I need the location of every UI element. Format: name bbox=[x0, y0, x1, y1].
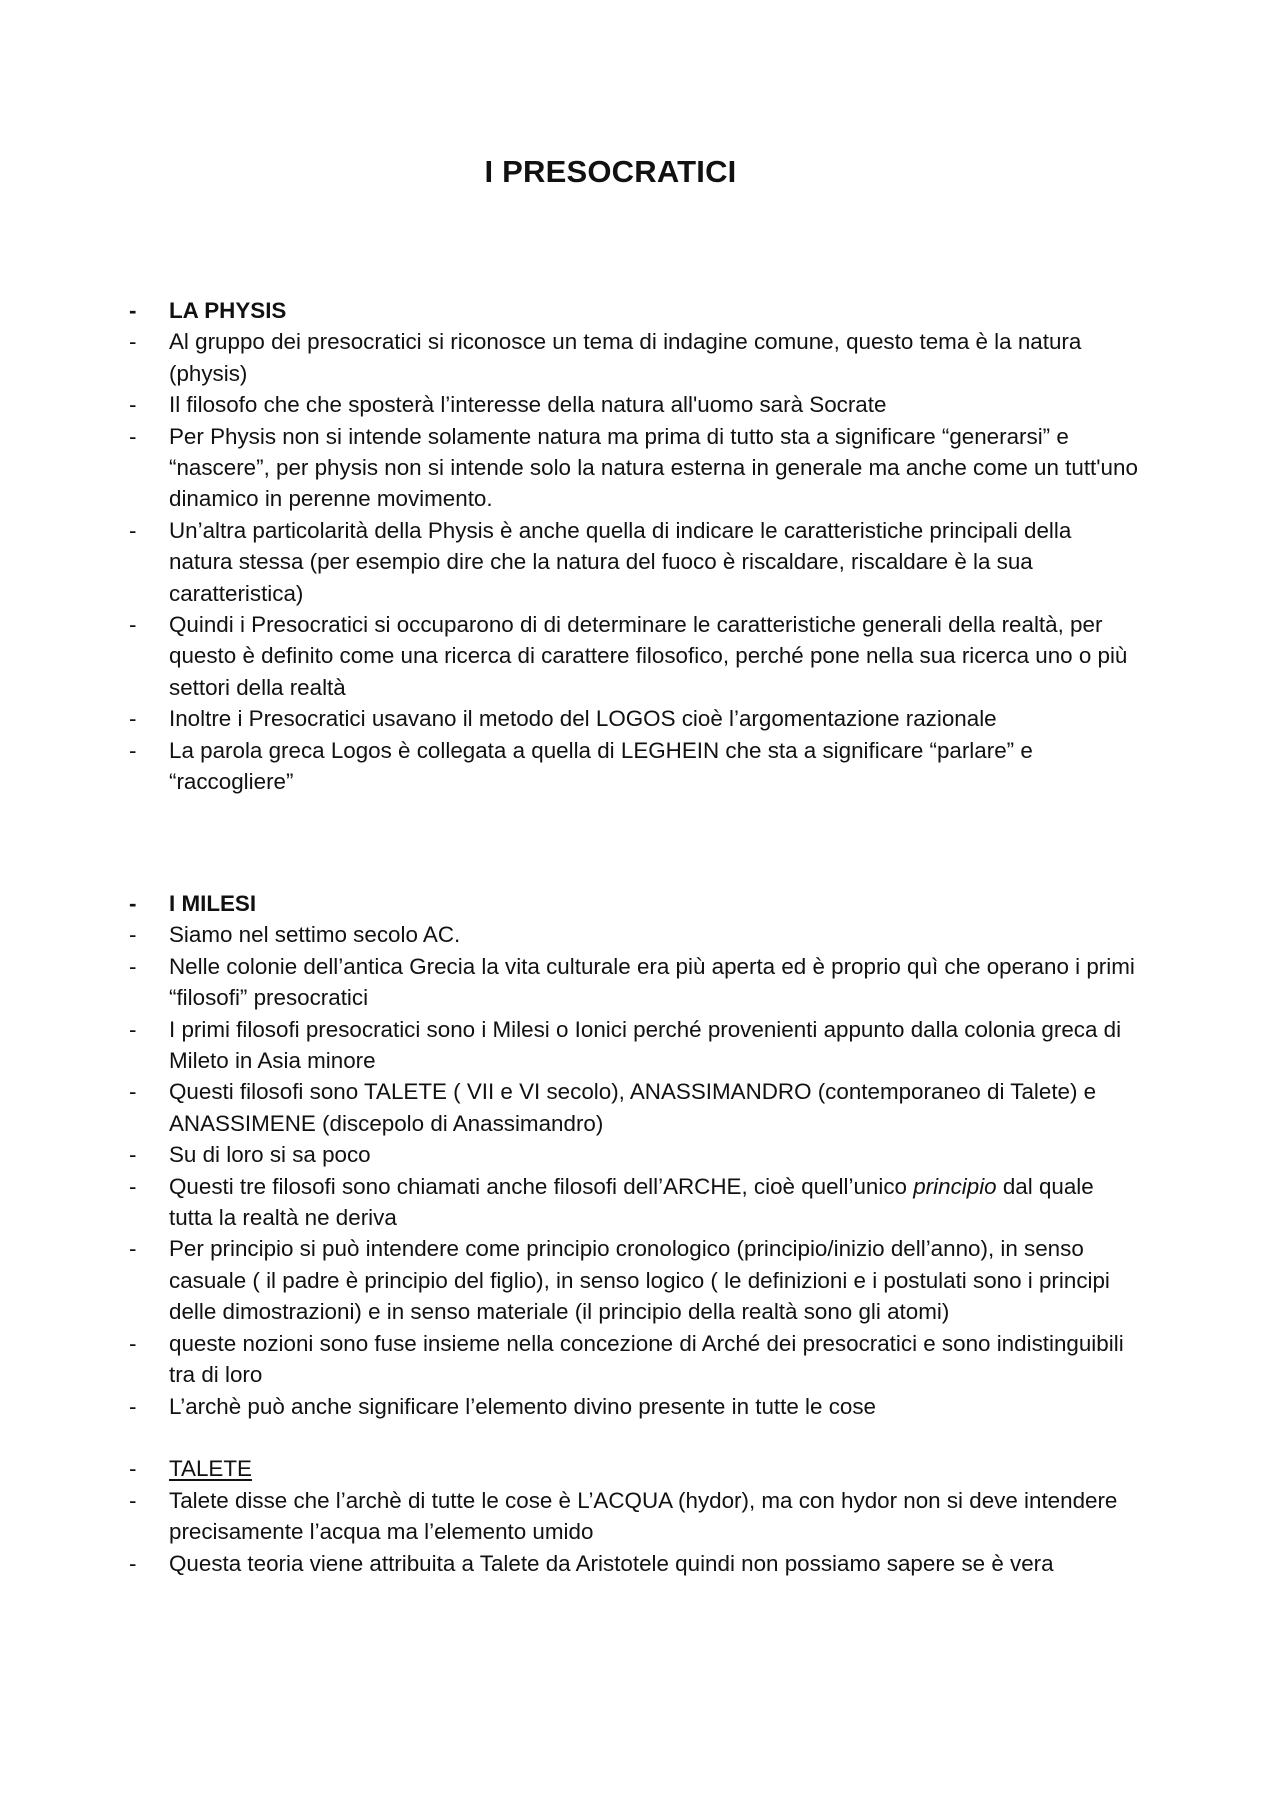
bullet-dash: - bbox=[129, 1142, 137, 1168]
list-item bbox=[129, 735, 1139, 798]
bullet-dash: - bbox=[129, 891, 137, 916]
list-item bbox=[129, 1233, 1139, 1327]
list-item bbox=[129, 1548, 1139, 1579]
list-item-text: dal quale tutta la realtà ne deriva bbox=[169, 1173, 1094, 1231]
list-item bbox=[129, 1076, 1139, 1139]
list-item-text: Per principio si può intendere come principio cronologico (principio/inizio dell’anno), in senso casuale ( il padre è principio del figlio), in senso logico ( le definizioni e i postulati sono i principi delle dimostrazioni) e in senso materiale (il principio della realtà sono gli atomi) bbox=[169, 1236, 1110, 1325]
list-item-text: Questi tre filosofi sono chiamati anche filosofi dell’ARCHE, cioè quell’unico bbox=[169, 1173, 914, 1199]
list-item bbox=[129, 389, 1139, 420]
bullet-dash: - bbox=[129, 517, 137, 543]
bullet-dash: - bbox=[129, 1330, 137, 1356]
bullet-dash: - bbox=[129, 329, 137, 355]
list-item bbox=[129, 1139, 1139, 1170]
bullet-dash: - bbox=[129, 612, 137, 638]
bullet-dash: - bbox=[129, 706, 137, 732]
section-heading bbox=[129, 888, 1139, 919]
bullet-dash: - bbox=[129, 1487, 137, 1513]
list-item-text: Per Physis non si intende solamente natura ma prima di tutto sta a significare “generarsi” e “nascere”, per physis non si intende solo la natura esterna in generale ma anche come un tutt'uno dinamico in perenne movimento. bbox=[169, 423, 1138, 512]
list-item-text: Su di loro si sa poco bbox=[169, 1142, 371, 1168]
section-i-milesi bbox=[129, 888, 1139, 1579]
list-item bbox=[129, 421, 1139, 515]
list-item bbox=[129, 703, 1139, 734]
list-item bbox=[129, 1171, 1139, 1234]
bullet-dash: - bbox=[129, 953, 137, 979]
list-item-text: Al gruppo dei presocratici si riconosce un tema di indagine comune, questo tema è la natura (physis) bbox=[169, 329, 1082, 386]
bullet-dash: - bbox=[129, 423, 137, 449]
list-item bbox=[129, 919, 1139, 950]
list-item-text: queste nozioni sono fuse insieme nella concezione di Arché dei presocratici e sono indistinguibili tra di loro bbox=[169, 1330, 1124, 1388]
bullet-dash: - bbox=[129, 392, 137, 418]
list-item-text: Inoltre i Presocratici usavano il metodo del LOGOS cioè l’argomentazione razionale bbox=[169, 706, 997, 732]
section-la-physis bbox=[129, 295, 1139, 798]
list-item bbox=[129, 1485, 1139, 1548]
bullet-dash: - bbox=[129, 1016, 137, 1042]
bullet-dash: - bbox=[129, 1079, 137, 1105]
list-item-emphasis: principio bbox=[913, 1173, 997, 1199]
bullet-dash: - bbox=[129, 1236, 137, 1262]
bullet-dash: - bbox=[129, 1456, 137, 1482]
section-heading bbox=[129, 295, 1139, 326]
list-item-text: Talete disse che l’archè di tutte le cose è L’ACQUA (hydor), ma con hydor non si deve intendere precisamente l’acqua ma l’elemento umido bbox=[169, 1487, 1118, 1545]
list-item bbox=[129, 1014, 1139, 1077]
bullet-dash: - bbox=[129, 922, 137, 948]
list-item-text: I primi filosofi presocratici sono i Milesi o Ionici perché provenienti appunto dalla colonia greca di Mileto in Asia minore bbox=[169, 1016, 1122, 1074]
list-item-text: Questa teoria viene attribuita a Talete da Aristotele quindi non possiamo sapere se è vera bbox=[169, 1550, 1054, 1576]
list-item-text: La parola greca Logos è collegata a quella di LEGHEIN che sta a significare “parlare” e “raccogliere” bbox=[169, 737, 1033, 795]
list-item bbox=[129, 609, 1139, 703]
list-item-text: Quindi i Presocratici si occuparono di di determinare le caratteristiche generali della realtà, per questo è definito come una ricerca di carattere filosofico, perché pone nella sua ricerca uno o più settori della realtà bbox=[169, 612, 1128, 700]
list-item-text: Questi filosofi sono TALETE ( VII e VI secolo), ANASSIMANDRO (contemporaneo di Talete) e ANASSIMENE (discepolo di Anassimandro) bbox=[169, 1079, 1097, 1136]
list-item-text: L’archè può anche significare l’elemento divino presente in tutte le cose bbox=[169, 1393, 876, 1419]
subsection-heading bbox=[129, 1453, 1139, 1484]
list-item-text: I MILESI bbox=[169, 891, 257, 916]
list-item bbox=[129, 951, 1139, 1014]
list-item bbox=[129, 515, 1139, 609]
bullet-dash: - bbox=[129, 737, 137, 763]
list-item-text: Un’altra particolarità della Physis è anche quella di indicare le caratteristiche principali della natura stessa (per esempio dire che la natura del fuoco è riscaldare, riscaldare è la sua caratteristica) bbox=[169, 517, 1072, 606]
page-title: I PRESOCRATICI bbox=[484, 154, 737, 189]
list-item-text: Nelle colonie dell’antica Grecia la vita culturale era più aperta ed è proprio quì che operano i primi “filosofi” presocratici bbox=[169, 953, 1135, 1011]
list-item-text: LA PHYSIS bbox=[169, 298, 287, 323]
list-item-text: Il filosofo che che sposterà l’interesse della natura all'uomo sarà Socrate bbox=[169, 392, 887, 418]
list-spacer bbox=[129, 1422, 1139, 1453]
bullet-dash: - bbox=[129, 298, 137, 323]
bullet-dash: - bbox=[129, 1550, 137, 1576]
bullet-dash: - bbox=[129, 1173, 137, 1199]
list-item bbox=[129, 1328, 1139, 1391]
bullet-dash: - bbox=[129, 1393, 137, 1419]
list-item-text: TALETE bbox=[169, 1456, 252, 1482]
list-item bbox=[129, 326, 1139, 389]
list-item-text: Siamo nel settimo secolo AC. bbox=[169, 922, 461, 948]
list-item bbox=[129, 1391, 1139, 1422]
